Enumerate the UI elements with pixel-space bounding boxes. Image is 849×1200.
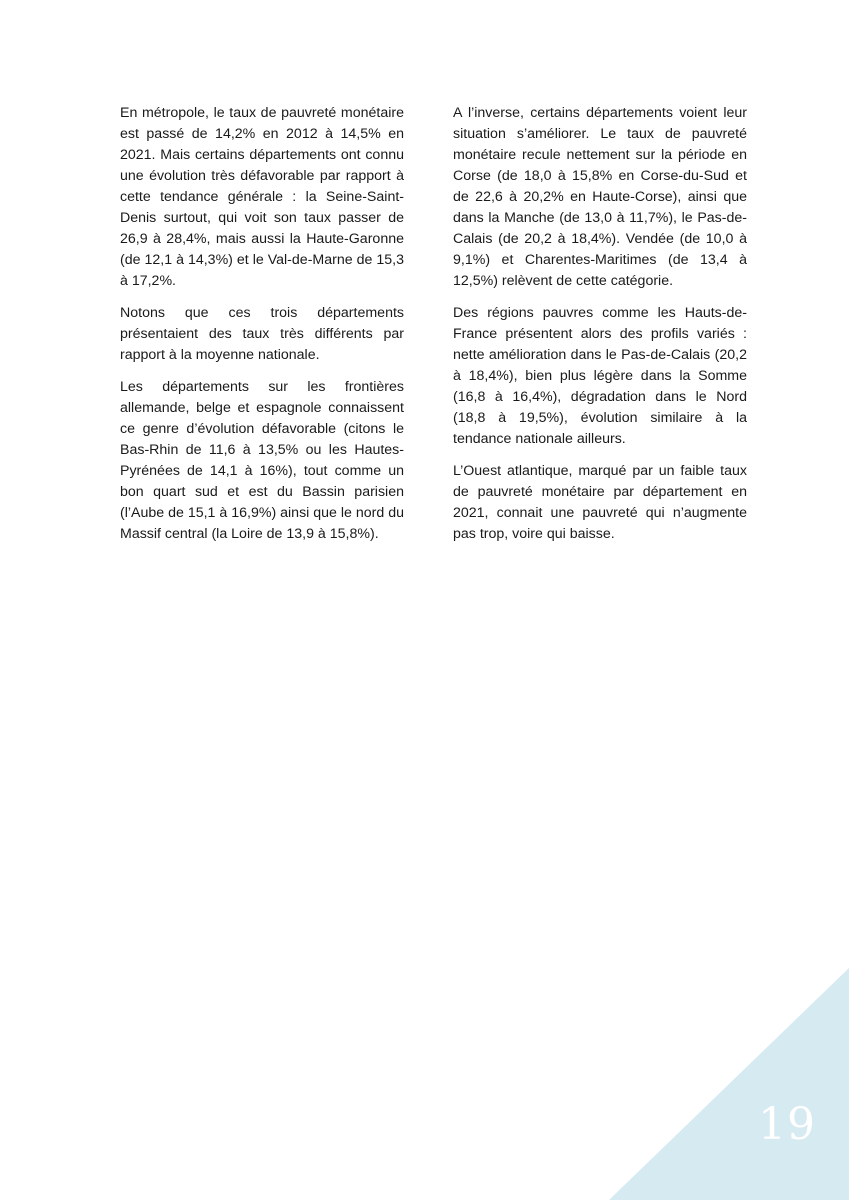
paragraph-amelioration: A l’inverse, certains départements voient leur situation s’améliorer. Le taux de pauvreté monétaire recule nettement sur la période en Corse (de 18,0 à 15,8% en Corse-du-Sud et de 22,6 à 20,2% en Haute-Corse), ainsi que dans la Manche (de 13,0 à 11,7%), le Pas-de-Calais (de 20,2 à 18,4%). Vendée (de 10,0 à 9,1%) et Charentes-Maritimes (de 13,4 à 12,5%) relèvent de cette catégorie.	[453, 105, 747, 289]
paragraph-metropole-evolution: En métropole, le taux de pauvreté monétaire est passé de 14,2% en 2012 à 14,5% en 2021. Mais certains départements ont connu une évolution très défavorable par rapport à cette tendance générale : la Seine-Saint-Denis surtout, qui voit son taux passer de 26,9 à 28,4%, mais aussi la Haute-Garonne (de 12,1 à 14,3%) et le Val-de-Marne de 15,3 à 17,2%.	[120, 105, 404, 289]
right-column	[453, 103, 747, 556]
paragraph-hauts-de-france: Des régions pauvres comme les Hauts-de-France présentent alors des profils variés : nette amélioration dans le Pas-de-Calais (20,2 à 18,4%), bien plus légère dans la Somme (16,8 à 16,4%), dégradation dans le Nord (18,8 à 19,5%), évolution similaire à la tendance nationale ailleurs.	[453, 305, 747, 447]
paragraph-frontieres: Les départements sur les frontières allemande, belge et espagnole connaissent ce genre d’évolution défavorable (citons le Bas-Rhin de 11,6 à 13,5% ou les Hautes-Pyrénées de 14,1 à 16%), tout comme un bon quart sud et est du Bassin parisien (l’Aube de 15,1 à 16,9%) ainsi que le nord du Massif central (la Loire de 13,9 à 15,8%).	[120, 379, 404, 542]
left-column	[120, 103, 404, 556]
corner-triangle-decoration	[609, 968, 849, 1200]
paragraph-ouest-atlantique: L’Ouest atlantique, marqué par un faible taux de pauvreté monétaire par département en 2021, connait une pauvreté qui n’augmente pas trop, voire qui baisse.	[453, 463, 747, 542]
paragraph-trois-departements: Notons que ces trois départements présentaient des taux très différents par rapport à la moyenne nationale.	[120, 305, 404, 363]
page-number: 19	[758, 1099, 816, 1150]
